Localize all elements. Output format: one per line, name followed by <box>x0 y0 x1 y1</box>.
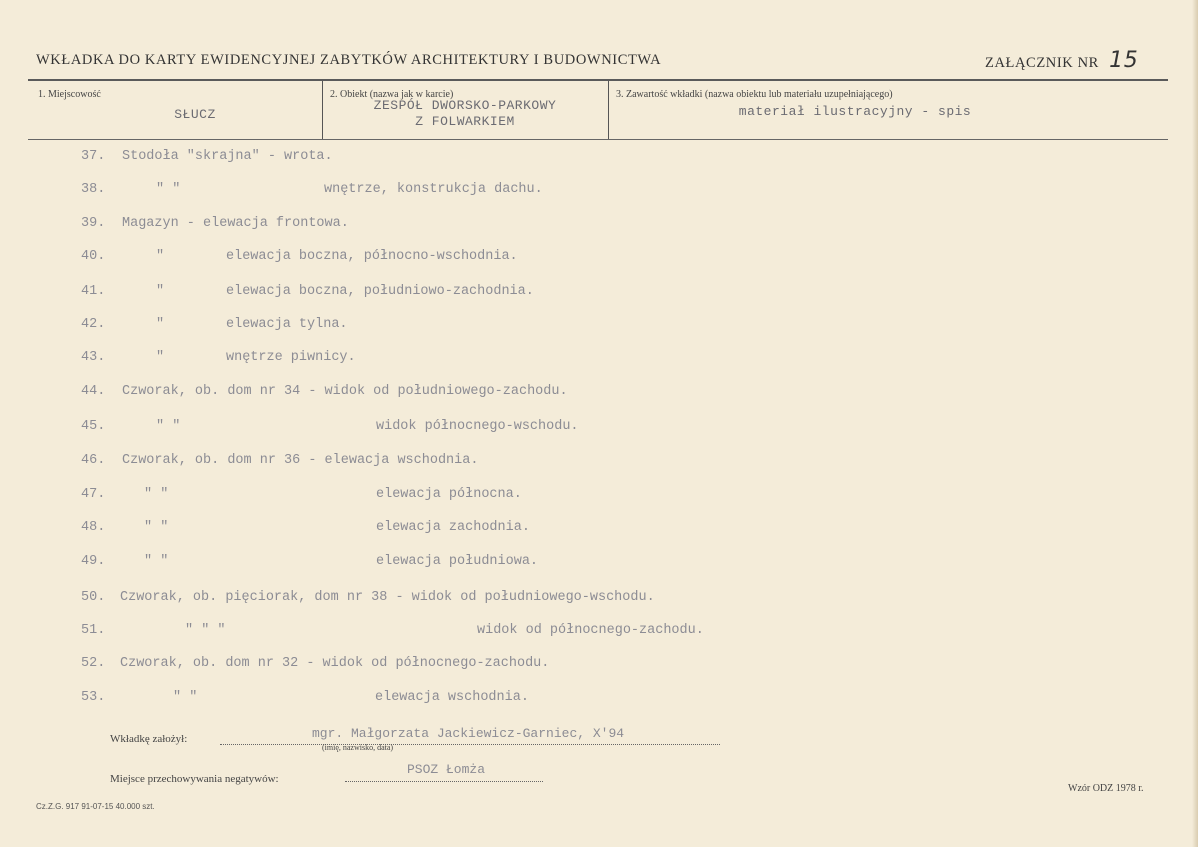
entry-number: 47. <box>81 487 106 502</box>
entry-ditto: " " " <box>185 623 226 638</box>
entry-ditto: " " <box>144 520 169 535</box>
field-3-label: 3. Zawartość wkładki (nazwa obiektu lub materiału uzupełniającego) <box>616 89 893 100</box>
entry-text: Czworak, ob. dom nr 34 - widok od południowego-zachodu. <box>122 384 568 399</box>
entry-text: Magazyn - elewacja frontowa. <box>122 216 349 231</box>
entry-ditto: " <box>156 249 165 264</box>
annex-number: 15 <box>1109 48 1139 73</box>
entry-number: 38. <box>81 182 106 197</box>
entry-text: elewacja boczna, południowo-zachodnia. <box>226 284 534 299</box>
entry-text: widok od północnego-zachodu. <box>477 623 704 638</box>
entry-ditto: " <box>156 284 165 299</box>
header-bottom-rule <box>28 139 1168 140</box>
created-by-line <box>220 744 720 745</box>
entry-ditto: " " <box>156 419 181 434</box>
entry-number: 40. <box>81 249 106 264</box>
entry-text: elewacja tylna. <box>226 317 348 332</box>
entry-ditto: " <box>156 350 165 365</box>
entry-number: 48. <box>81 520 106 535</box>
entry-number: 45. <box>81 419 106 434</box>
entry-ditto: " " <box>144 554 169 569</box>
form-id: Wzór ODZ 1978 r. <box>1068 783 1144 794</box>
entry-text: elewacja północna. <box>376 487 522 502</box>
entry-text: wnętrze piwnicy. <box>226 350 356 365</box>
field-divider-1 <box>322 81 323 139</box>
print-info: Cz.Z.G. 917 91-07-15 40.000 szt. <box>36 802 155 811</box>
header-top-rule <box>28 79 1168 81</box>
entry-text: widok północnego-wschodu. <box>376 419 579 434</box>
annex-label-text: ZAŁĄCZNIK NR <box>985 55 1099 71</box>
entry-number: 53. <box>81 690 106 705</box>
field-2-label: 2. Obiekt (nazwa jak w karcie) <box>330 89 454 100</box>
entry-text: wnętrze, konstrukcja dachu. <box>324 182 543 197</box>
field-2-value-line2: Z FOLWARKIEM <box>415 114 515 129</box>
entry-number: 39. <box>81 216 106 231</box>
entry-text: Czworak, ob. dom nr 32 - widok od północnego-zachodu. <box>120 656 550 671</box>
created-by-label: Wkładkę założył: <box>110 733 188 745</box>
entry-number: 37. <box>81 149 106 164</box>
entry-number: 52. <box>81 656 106 671</box>
storage-label: Miejsce przechowywania negatywów: <box>110 773 279 785</box>
storage-value: PSOZ Łomża <box>407 762 486 777</box>
entry-number: 46. <box>81 453 106 468</box>
field-1-value: SŁUCZ <box>174 107 216 122</box>
entry-text: Czworak, ob. dom nr 36 - elewacja wschodnia. <box>122 453 479 468</box>
card-title: WKŁADKA DO KARTY EWIDENCYJNEJ ZABYTKÓW ARCHITEKTURY I BUDOWNICTWA <box>36 52 662 68</box>
entry-number: 50. <box>81 590 106 605</box>
field-divider-2 <box>608 81 609 139</box>
entry-number: 42. <box>81 317 106 332</box>
entry-text: Czworak, ob. pięciorak, dom nr 38 - widok od południowego-wschodu. <box>120 590 655 605</box>
created-by-hint: (imię, nazwisko, data) <box>322 743 394 752</box>
entry-ditto: " " <box>173 690 198 705</box>
entry-ditto: " <box>156 317 165 332</box>
paper-edge-shadow <box>1192 0 1198 847</box>
field-3-value: materiał ilustracyjny - spis <box>738 104 972 119</box>
field-1-label: 1. Miejscowość <box>38 89 101 100</box>
entry-text: Stodoła "skrajna" - wrota. <box>122 149 333 164</box>
entry-number: 44. <box>81 384 106 399</box>
entry-text: elewacja południowa. <box>376 554 539 569</box>
entry-number: 49. <box>81 554 106 569</box>
entry-text: elewacja boczna, północno-wschodnia. <box>226 249 518 264</box>
entry-text: elewacja zachodnia. <box>376 520 530 535</box>
field-2-value-line1: ZESPÓŁ DWORSKO-PARKOWY <box>373 98 557 113</box>
entry-number: 51. <box>81 623 106 638</box>
entry-ditto: " " <box>156 182 181 197</box>
entry-number: 41. <box>81 284 106 299</box>
entry-number: 43. <box>81 350 106 365</box>
entry-text: elewacja wschodnia. <box>375 690 529 705</box>
created-by-value: mgr. Małgorzata Jackiewicz-Garniec, X'94 <box>312 726 625 741</box>
storage-line <box>345 781 543 782</box>
entry-ditto: " " <box>144 487 169 502</box>
annex-label <box>985 48 1138 73</box>
